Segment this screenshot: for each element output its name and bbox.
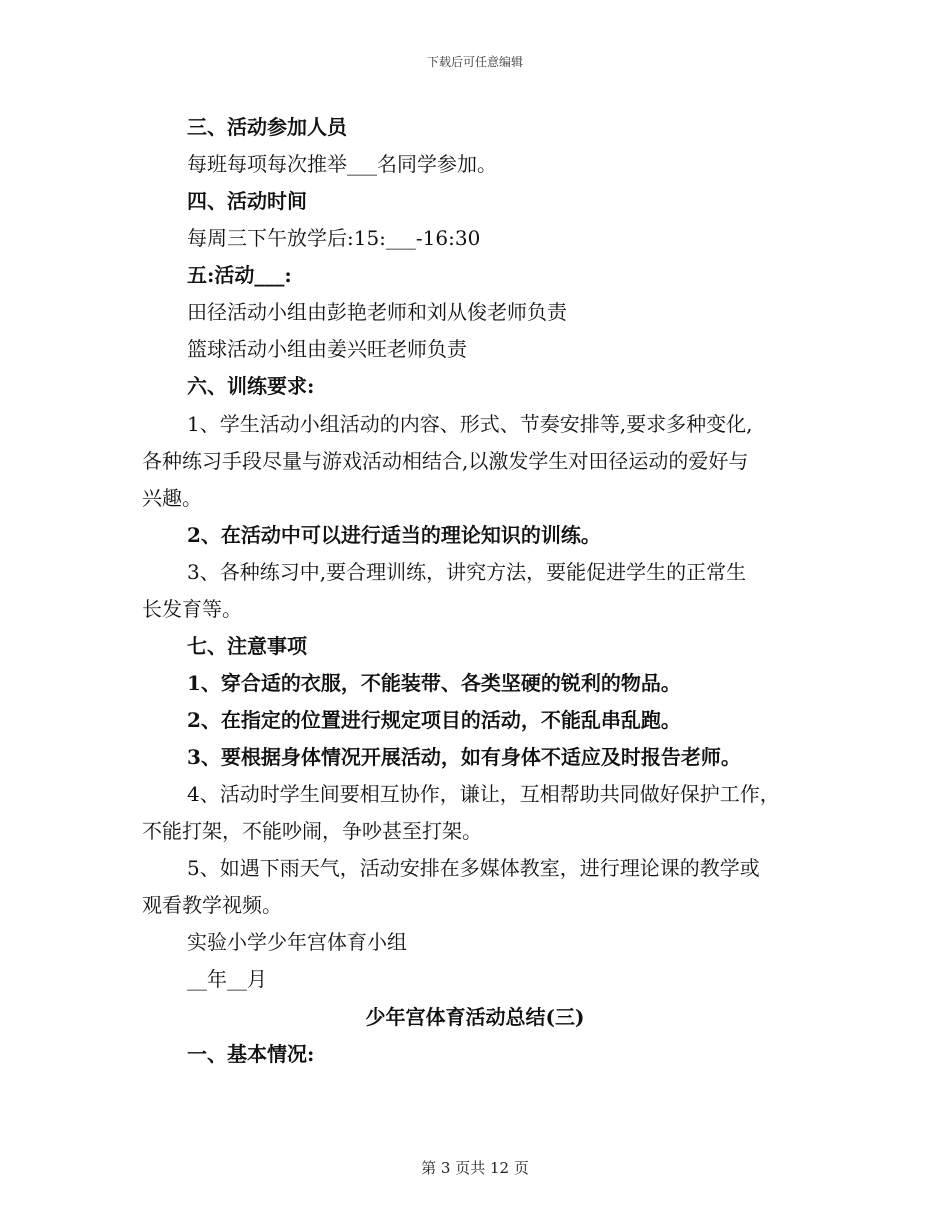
paragraph-line-bold: 1、穿合适的衣服，不能装带、各类坚硬的锐利的物品。	[187, 671, 681, 695]
section-heading: 五:活动___:	[187, 263, 292, 287]
paragraph-line: 长发育等。	[142, 597, 242, 621]
paragraph-line: 不能打架，不能吵闹，争吵甚至打架。	[142, 819, 482, 843]
paragraph-line: 5、如遇下雨天气，活动安排在多媒体教室，进行理论课的教学或	[187, 856, 760, 880]
paragraph-line: 各种练习手段尽量与游戏活动相结合,以激发学生对田径运动的爱好与	[142, 449, 749, 473]
section-heading: 三、活动参加人员	[187, 115, 347, 139]
paragraph-line-bold: 2、在指定的位置进行规定项目的活动，不能乱串乱跑。	[187, 708, 681, 732]
paragraph-line: 观看教学视频。	[142, 893, 282, 917]
paragraph-line-bold: 3、要根据身体情况开展活动，如有身体不适应及时报告老师。	[187, 745, 741, 769]
paragraph-line: 每班每项每次推举___名同学参加。	[187, 152, 497, 176]
section-heading: 四、活动时间	[187, 189, 307, 213]
paragraph-line: 1、学生活动小组活动的内容、形式、节奏安排等,要求多种变化,	[187, 412, 753, 436]
paragraph-line: 4、活动时学生间要相互协作，谦让，互相帮助共同做好保护工作，	[187, 782, 780, 806]
section-heading: 六、训练要求:	[187, 374, 315, 398]
date-line: __年__月	[187, 967, 267, 991]
section-heading: 七、注意事项	[187, 634, 307, 658]
signature-line: 实验小学少年宫体育小组	[187, 930, 407, 954]
paragraph-line: 3、各种练习中,要合理训练，讲究方法，要能促进学生的正常生	[187, 560, 747, 584]
paragraph-line: 每周三下午放学后:15:___-16:30	[187, 226, 481, 250]
page-footer: 第 3 页共 12 页	[421, 1159, 529, 1177]
paragraph-line: 兴趣。	[142, 486, 202, 510]
section-heading: 一、基本情况:	[187, 1042, 315, 1066]
paragraph-line: 田径活动小组由彭艳老师和刘从俊老师负责	[187, 300, 567, 324]
paragraph-line: 篮球活动小组由姜兴旺老师负责	[187, 337, 467, 361]
page-header: 下载后可任意编辑	[426, 55, 523, 69]
paragraph-line-bold: 2、在活动中可以进行适当的理论知识的训练。	[187, 523, 601, 547]
document-title: 少年宫体育活动总结(三)	[365, 1005, 585, 1029]
